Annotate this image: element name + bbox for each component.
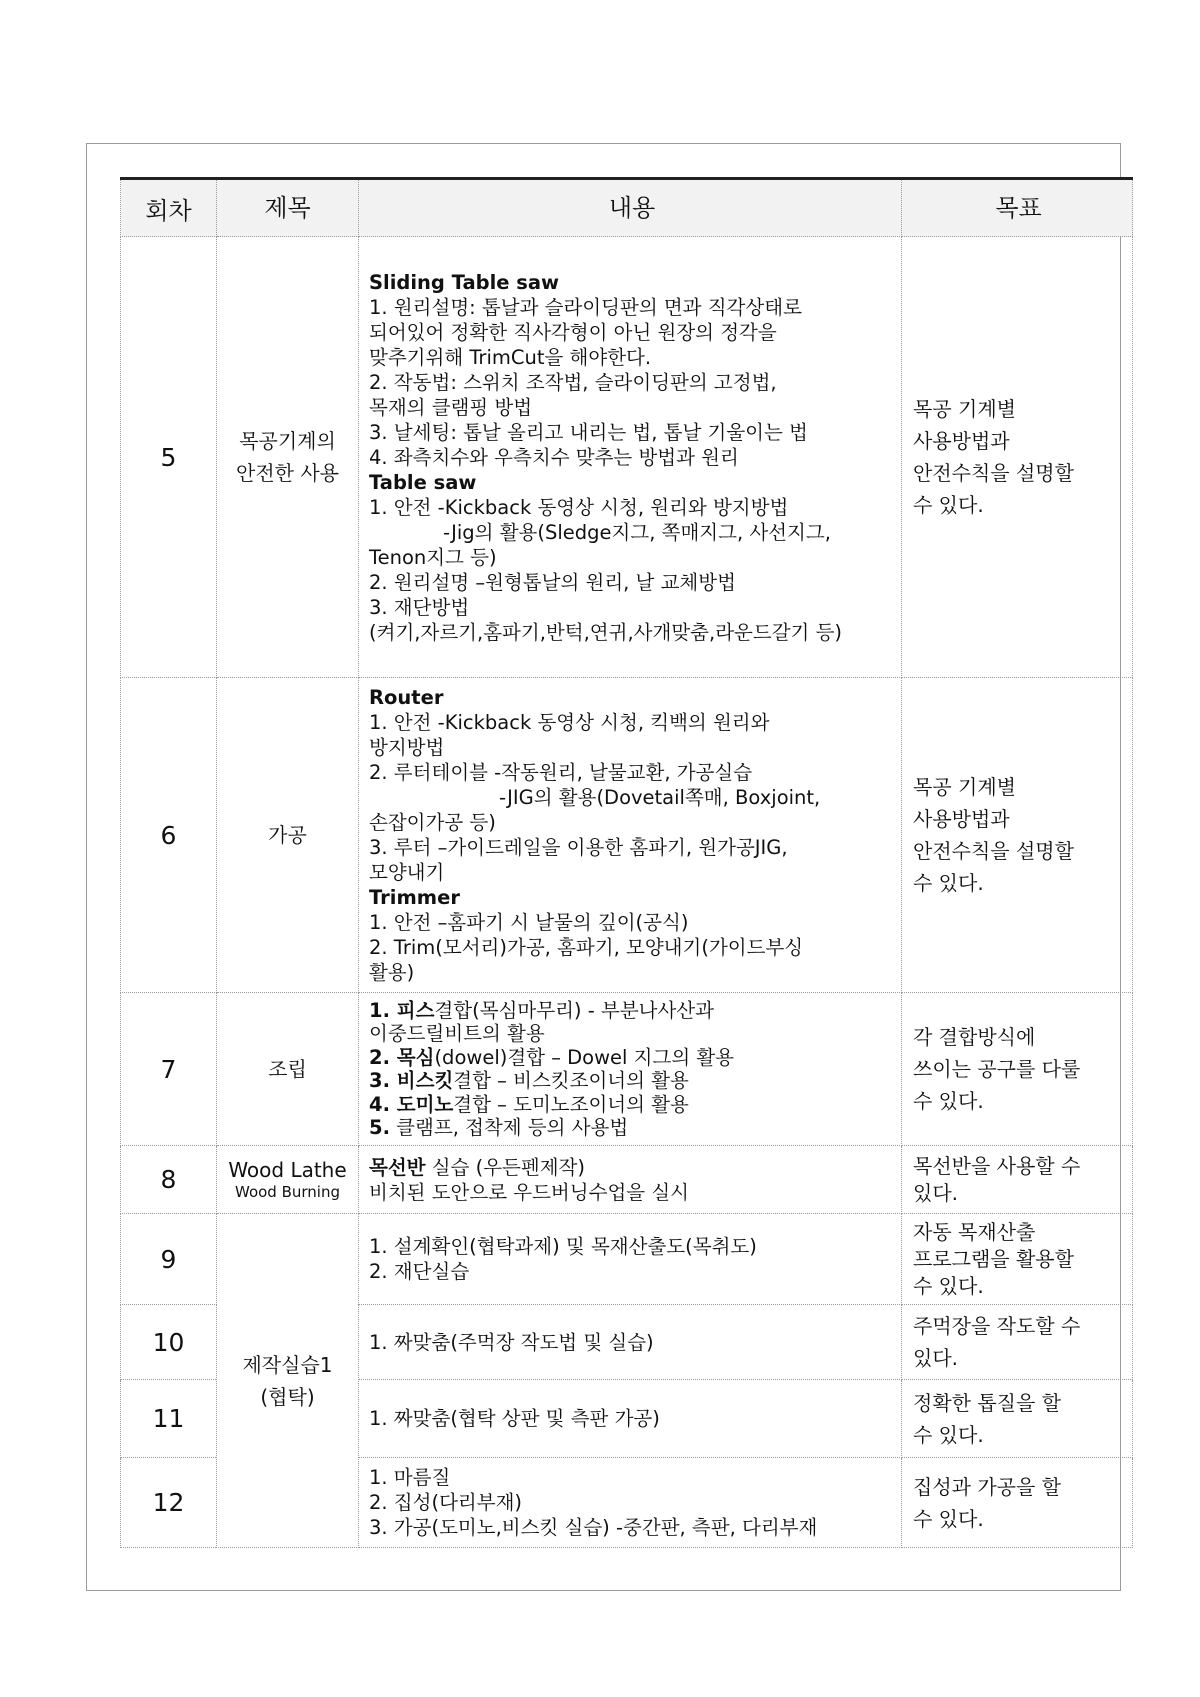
goal-line: 각 결합방식에	[913, 1025, 1036, 1049]
content-line: 2. 루터테이블 -작동원리, 날물교환, 가공실습	[369, 761, 753, 784]
session-content	[359, 1214, 902, 1305]
content-line: 맞추기위해 TrimCut을 해야한다.	[369, 345, 652, 369]
content-line	[369, 1069, 895, 1093]
goal-line: 주먹장을 작도할 수	[913, 1314, 1081, 1338]
goal-line: 사용방법과	[913, 807, 1010, 831]
content-rest: 이중드릴비트의 활용	[369, 1022, 545, 1045]
content-line: 1. 짜맞춤(주먹장 작도법 및 실습)	[369, 1330, 654, 1354]
content-strong: 2. 목심	[369, 1045, 435, 1069]
title-subline: Wood Burning	[235, 1182, 340, 1201]
content-strong: 5.	[369, 1116, 390, 1139]
table-row	[121, 1214, 1133, 1305]
goal-line: 수 있다.	[913, 1422, 984, 1447]
content-rest: 실습 (우든펜제작)	[425, 1155, 585, 1179]
content-line: 1. 안전 -Kickback 동영상 시청, 킥백의 원리와	[369, 711, 770, 734]
title-line: 가공	[268, 823, 307, 847]
content-line: 4. 좌측치수와 우측치수 맞추는 방법과 원리	[369, 445, 739, 469]
session-content	[359, 1380, 902, 1458]
session-content	[359, 1146, 902, 1214]
title-line: 제작실습1	[242, 1352, 333, 1377]
content-line: 2. 재단실습	[369, 1260, 470, 1283]
content-line	[369, 1093, 895, 1117]
title-line: 안전한 사용	[236, 461, 339, 485]
session-content	[359, 993, 902, 1146]
content-heading: Trimmer	[369, 886, 460, 909]
curriculum-table	[120, 177, 1133, 1548]
content-line	[369, 1180, 895, 1205]
goal-line: 집성과 가공을 할	[913, 1474, 1061, 1499]
session-title	[217, 237, 359, 678]
content-line: 방지방법	[369, 736, 445, 759]
table-row	[121, 237, 1133, 678]
content-line: 3. 가공(도미노,비스킷 실습) -중간판, 측판, 다리부재	[369, 1516, 818, 1539]
content-line: 3. 날세팅: 톱날 올리고 내리는 법, 톱날 기울이는 법	[369, 420, 808, 444]
content-line: (켜기,자르기,홈파기,반턱,연귀,사개맞춤,라운드갈기 등)	[369, 620, 843, 644]
content-line	[369, 1116, 895, 1140]
header-content: 내용	[359, 179, 902, 237]
goal-line: 안전수칙을 설명할	[913, 839, 1074, 863]
session-title	[217, 993, 359, 1146]
goal-line: 목공 기계별	[913, 775, 1016, 799]
content-rest: 결합(목심마무리) - 부분나사산과	[434, 998, 714, 1022]
header-session: 회차	[121, 179, 217, 237]
goal-line: 안전수칙을 설명할	[913, 461, 1074, 485]
content-line: 1. 안전 –홈파기 시 날물의 깊이(공식)	[369, 911, 689, 934]
session-number: 6	[121, 678, 217, 993]
session-number: 11	[121, 1380, 217, 1458]
table-row	[121, 678, 1133, 993]
session-goal	[902, 237, 1133, 678]
session-goal	[902, 1305, 1133, 1380]
goal-line: 수 있다.	[913, 1273, 984, 1298]
content-heading: Router	[369, 686, 444, 709]
content-rest: 결합 – 도미노조이너의 활용	[453, 1092, 689, 1116]
content-line	[369, 1155, 895, 1180]
content-line: 1. 짜맞춤(협탁 상판 및 측판 가공)	[369, 1407, 660, 1430]
goal-line: 있다.	[913, 1180, 958, 1205]
session-goal	[902, 678, 1133, 993]
title-line: Wood Lathe	[228, 1157, 347, 1182]
content-line: -Jig의 활용(Sledge지그, 쪽매지그, 사선지그,	[443, 520, 831, 544]
content-line: 모양내기	[369, 861, 445, 884]
goal-line: 프로그램을 활용할	[913, 1246, 1074, 1271]
goal-line: 수 있다.	[913, 871, 984, 895]
content-line: 목재의 클램핑 방법	[369, 395, 533, 419]
session-content	[359, 1458, 902, 1548]
title-line: 조립	[268, 1057, 307, 1081]
content-strong: 목선반	[369, 1155, 426, 1179]
session-number: 9	[121, 1214, 217, 1305]
table-row	[121, 993, 1133, 1146]
content-strong: 4. 도미노	[369, 1092, 454, 1116]
table-row	[121, 1146, 1133, 1214]
session-number: 8	[121, 1146, 217, 1214]
goal-line: 정확한 톱질을 할	[913, 1390, 1061, 1415]
session-goal	[902, 993, 1133, 1146]
session-number: 12	[121, 1458, 217, 1548]
session-title	[217, 1214, 359, 1548]
goal-line: 목선반을 사용할 수	[913, 1153, 1081, 1178]
session-number: 5	[121, 237, 217, 678]
goal-line: 수 있다.	[913, 493, 984, 517]
header-goal: 목표	[902, 179, 1133, 237]
goal-line: 목공 기계별	[913, 397, 1016, 421]
content-line: 1. 안전 -Kickback 동영상 시청, 원리와 방지방법	[369, 495, 789, 519]
title-line: (협탁)	[260, 1384, 315, 1409]
content-line: 3. 루터 –가이드레일을 이용한 홈파기, 원가공JIG,	[369, 836, 788, 859]
content-rest: (dowel)결합 – Dowel 지그의 활용	[434, 1045, 735, 1069]
session-goal	[902, 1458, 1133, 1548]
content-line: Tenon지그 등)	[369, 545, 497, 569]
content-line: 1. 원리설명: 톱날과 슬라이딩판의 면과 직각상태로	[369, 295, 802, 319]
session-goal	[902, 1214, 1133, 1305]
session-number: 7	[121, 993, 217, 1146]
content-strong: 3. 비스킷	[369, 1069, 454, 1092]
session-goal	[902, 1146, 1133, 1214]
content-line: 1. 설계확인(협탁과제) 및 목재산출도(목취도)	[369, 1235, 757, 1258]
session-content	[359, 1305, 902, 1380]
content-strong: 1. 피스	[369, 998, 435, 1022]
content-line: 2. 작동법: 스위치 조작법, 슬라이딩판의 고정법,	[369, 370, 777, 394]
session-title	[217, 678, 359, 993]
goal-line: 자동 목재산출	[913, 1219, 1036, 1244]
content-line	[369, 999, 895, 1023]
content-line: 2. Trim(모서리)가공, 홈파기, 모양내기(가이드부싱	[369, 936, 804, 959]
goal-line: 수 있다.	[913, 1506, 984, 1531]
session-content	[359, 237, 902, 678]
table-header-row	[121, 179, 1133, 237]
header-title: 제목	[217, 179, 359, 237]
content-rest: 비치된 도안으로 우드버닝수업을 실시	[369, 1180, 689, 1204]
content-heading: Sliding Table saw	[369, 270, 560, 294]
content-line: 손잡이가공 등)	[369, 811, 496, 834]
goal-line: 수 있다.	[913, 1089, 984, 1113]
content-heading: Table saw	[369, 470, 477, 494]
content-line	[369, 1022, 895, 1046]
session-number: 10	[121, 1305, 217, 1380]
goal-line: 있다.	[913, 1346, 958, 1370]
content-line: 되어있어 정확한 직사각형이 아닌 원장의 정각을	[369, 320, 777, 344]
content-line: 활용)	[369, 961, 415, 984]
content-line: 3. 재단방법	[369, 595, 470, 619]
goal-line: 쓰이는 공구를 다룰	[913, 1057, 1081, 1081]
content-rest: 결합 – 비스킷조이너의 활용	[453, 1069, 689, 1092]
content-line	[369, 1046, 895, 1070]
content-line: -JIG의 활용(Dovetail쪽매, Boxjoint,	[499, 786, 821, 809]
session-content	[359, 678, 902, 993]
session-title	[217, 1146, 359, 1214]
content-line: 1. 마름질	[369, 1466, 451, 1489]
goal-line: 사용방법과	[913, 429, 1010, 453]
content-rest: 클램프, 접착제 등의 사용법	[389, 1116, 629, 1139]
title-line: 목공기계의	[239, 429, 336, 453]
session-goal	[902, 1380, 1133, 1458]
content-line: 2. 집성(다리부재)	[369, 1491, 523, 1514]
content-line: 2. 원리설명 –원형톱날의 원리, 날 교체방법	[369, 570, 736, 594]
